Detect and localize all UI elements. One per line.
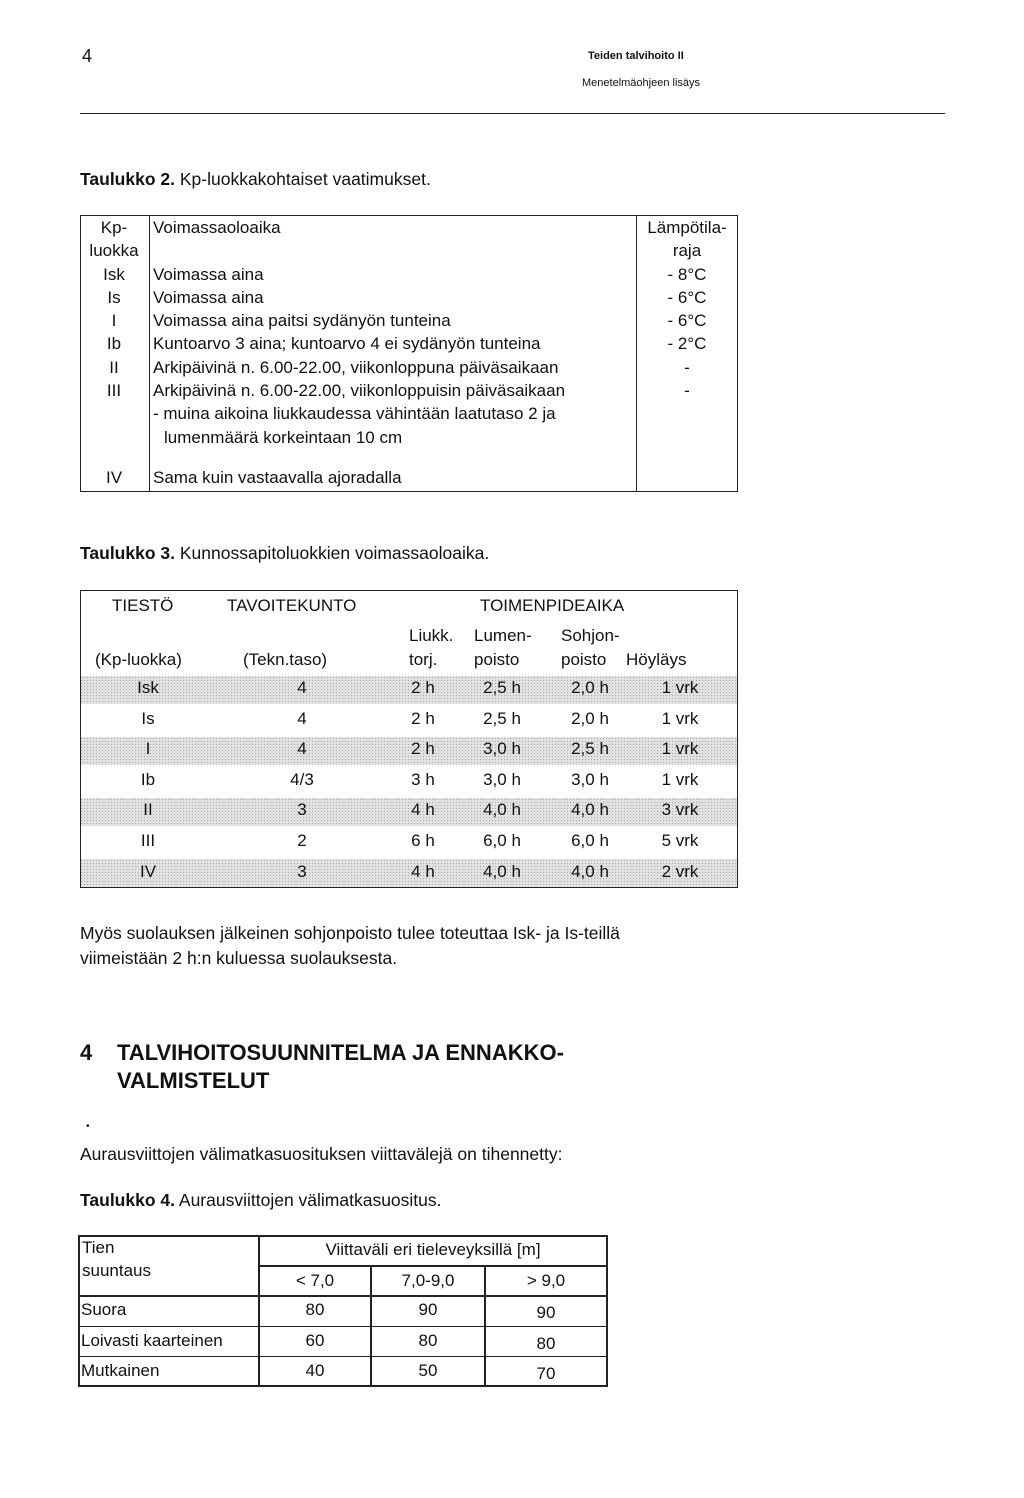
table3-cell-hoyl: 1 vrk xyxy=(661,678,699,697)
table2-cell-validity: Arkipäivinä n. 6.00-22.00, viikonloppuna päiväsaikaan xyxy=(153,357,559,377)
table4-head-col1: Tien xyxy=(82,1238,115,1257)
table3-cell-lumen: 2,5 h xyxy=(483,678,521,697)
table2-head-temp-2: raja xyxy=(672,241,702,261)
paragraph-desalting xyxy=(80,921,748,971)
table3-cell-lumen: 4,0 h xyxy=(483,861,521,881)
table3-sub-hoylays: Höyläys xyxy=(626,650,687,669)
table3-cell-kp: III xyxy=(140,831,156,850)
table3-cell-sohjo: 2,0 h xyxy=(571,678,609,697)
table3-cell-tekn: 4 xyxy=(297,678,307,697)
table3-cell-lumen: 2,5 h xyxy=(483,708,521,728)
table3-cell-liukk: 4 h xyxy=(411,861,435,881)
table2-caption-text: Kp-luokkakohtaiset vaatimukset. xyxy=(179,169,431,189)
header-rule xyxy=(80,113,945,114)
table3-sub-lumen-2: poisto xyxy=(474,650,520,669)
table3-cell-sohjo: 2,5 h xyxy=(571,739,609,759)
table4-caption-label: Taulukko 4. xyxy=(80,1190,175,1210)
table2-head-class-1: Kp- xyxy=(100,218,128,237)
paragraph-line: viimeistään 2 h:n kuluessa suolauksesta. xyxy=(80,948,398,968)
table4-head-rule xyxy=(78,1295,608,1297)
table3-cell-lumen: 4,0 h xyxy=(483,800,521,820)
table3-cell-tekn: 4 xyxy=(297,739,307,759)
table2-cell-class: Ib xyxy=(106,334,122,354)
table3-cell-liukk: 3 h xyxy=(411,769,435,789)
table4-row-label: Mutkainen xyxy=(81,1361,160,1380)
table3-cell-sohjo: 2,0 h xyxy=(571,708,609,728)
table3-cell-sohjo: 6,0 h xyxy=(571,831,609,850)
table3-cell-liukk: 2 h xyxy=(411,708,435,728)
table4-border-left xyxy=(78,1235,80,1387)
table2-cell-temp: - xyxy=(684,381,690,401)
stray-mark: • xyxy=(86,1121,90,1132)
table3-cell-tekn: 2 xyxy=(297,831,307,850)
table2-cell-validity: Voimassa aina xyxy=(153,264,264,284)
table3-cell-tekn: 4 xyxy=(297,708,307,728)
table4-caption-text: Aurausviittojen välimatkasuositus. xyxy=(178,1190,442,1210)
table3-head-tiesto: TIESTÖ xyxy=(112,596,174,615)
table3-cell-kp: II xyxy=(143,800,153,820)
table2-head-class-2: luokka xyxy=(89,241,139,261)
table4-cell: 90 xyxy=(536,1303,556,1322)
table3-sub-liukk-1: Liukk. xyxy=(409,626,454,645)
table3-sub-lumen-1: Lumen- xyxy=(474,626,532,645)
table3-cell-hoyl: 1 vrk xyxy=(661,769,699,789)
table3-caption xyxy=(80,543,489,564)
table3-cell-hoyl: 2 vrk xyxy=(661,861,699,881)
section-number: 4 xyxy=(80,1040,93,1065)
table3-cell-kp: Ib xyxy=(140,769,156,789)
table4-cell: 60 xyxy=(305,1330,325,1350)
table2-cell-class: III xyxy=(106,381,122,401)
table3-cell-hoyl: 1 vrk xyxy=(661,739,699,759)
table3-sub-kp: (Kp-luokka) xyxy=(95,650,182,669)
table4-row-rule xyxy=(78,1356,608,1357)
table3-cell-hoyl: 1 vrk xyxy=(661,708,699,728)
table3-sub-liukk-2: torj. xyxy=(409,650,438,669)
table4-cell: 90 xyxy=(418,1300,438,1319)
table4-cell: 80 xyxy=(418,1330,438,1350)
table2-cell-temp: - xyxy=(684,357,690,377)
table3-cell-liukk: 6 h xyxy=(411,831,435,850)
table4-head-col1: suuntaus xyxy=(82,1261,151,1280)
intro-text: Aurausviittojen välimatkasuosituksen viittavälejä on tihennetty: xyxy=(80,1144,563,1164)
table4-cell: 80 xyxy=(536,1333,556,1353)
table3-cell-liukk: 2 h xyxy=(411,739,435,759)
table4-head-span: Viittaväli eri tieleveyksillä [m] xyxy=(325,1240,541,1259)
table3-cell-kp: IV xyxy=(139,861,157,881)
table2-cell-class: I xyxy=(111,311,117,331)
table4-sub-b: 7,0-9,0 xyxy=(401,1271,455,1290)
table2-cell-temp: - 2°C xyxy=(667,334,707,354)
section-title-line2: VALMISTELUT xyxy=(117,1068,270,1093)
table2-cell-temp: - 8°C xyxy=(667,264,707,284)
table2-cell-validity: Arkipäivinä n. 6.00-22.00, viikonloppuisin päiväsaikaan xyxy=(153,381,566,401)
table4-sub-c: > 9,0 xyxy=(526,1271,566,1290)
table3-cell-sohjo: 4,0 h xyxy=(571,861,609,881)
table2-validity-column xyxy=(153,216,565,449)
table4-row-rule xyxy=(78,1326,608,1327)
table2-cell-class: II xyxy=(109,357,119,377)
table3-cell-lumen: 3,0 h xyxy=(483,739,521,759)
table2-cell-temp: - 6°C xyxy=(667,287,707,307)
table2-cell-temp: - 6°C xyxy=(667,311,707,331)
table2-temp-column xyxy=(636,216,738,402)
table3-cell-hoyl: 5 vrk xyxy=(661,831,699,850)
table3-head-toimenpideaika: TOIMENPIDEAIKA xyxy=(480,596,625,615)
table2-cell-validity-cont: - muina aikoina liukkaudessa vähintään laatutaso 2 ja xyxy=(153,404,556,424)
table3-cell-kp: I xyxy=(145,739,151,759)
table4-caption xyxy=(80,1190,442,1211)
table3-head-tavoitekunto: TAVOITEKUNTO xyxy=(227,596,357,615)
table4-cell: 40 xyxy=(305,1361,325,1380)
table4-row-label: Suora xyxy=(81,1300,127,1319)
table3-caption-text: Kunnossapitoluokkien voimassaoloaika. xyxy=(179,543,490,563)
table4-cell: 50 xyxy=(418,1361,438,1380)
running-header-subtitle: Menetelmäohjeen lisäys xyxy=(582,77,701,89)
table2-col-divider xyxy=(149,216,150,491)
table3-sub-sohjon-1: Sohjon- xyxy=(561,626,620,645)
table2-cell-validity: Voimassa aina paitsi sydänyön tunteina xyxy=(153,311,451,331)
table3-cell-liukk: 4 h xyxy=(411,800,435,820)
table3-sub-tekn: (Tekn.taso) xyxy=(243,650,328,669)
running-header-title: Teiden talvihoito II xyxy=(588,50,684,62)
table4-subhead-rule xyxy=(258,1265,608,1267)
table4-border-top xyxy=(78,1235,608,1237)
table4-border-right xyxy=(606,1235,608,1387)
table2-cell-class: IV xyxy=(105,468,123,487)
table3-cell-kp: Isk xyxy=(137,678,159,697)
table2-head-temp-1: Lämpötila- xyxy=(647,218,727,237)
table2-cell-class: Is xyxy=(107,287,121,307)
table4-row-label: Loivasti kaarteinen xyxy=(81,1330,223,1350)
table3-cell-tekn: 3 xyxy=(297,800,307,820)
paragraph-line: Myös suolauksen jälkeinen sohjonpoisto tulee toteuttaa Isk- ja Is-teillä xyxy=(80,923,620,943)
table2-caption-label: Taulukko 2. xyxy=(80,169,175,189)
section-title-line1: TALVIHOITOSUUNNITELMA JA ENNAKKO- xyxy=(117,1040,564,1065)
table3-cell-lumen: 3,0 h xyxy=(483,769,521,789)
table3-sub-sohjon-2: poisto xyxy=(561,650,607,669)
table2-cell-validity: Sama kuin vastaavalla ajoradalla xyxy=(153,468,402,487)
table4-sub-a: < 7,0 xyxy=(295,1271,335,1290)
table2-head-validity: Voimassaoloaika xyxy=(153,218,281,237)
table3-cell-tekn: 3 xyxy=(297,861,307,881)
table3-cell-tekn: 4/3 xyxy=(290,769,314,789)
table2-class-column xyxy=(80,216,148,402)
table2-cell-validity: Kuntoarvo 3 aina; kuntoarvo 4 ei sydänyön tunteina xyxy=(153,334,541,354)
table4-cell: 80 xyxy=(305,1300,325,1319)
table4-border-bottom xyxy=(78,1385,608,1387)
table3-cell-sohjo: 4,0 h xyxy=(571,800,609,820)
table2-cell-validity: Voimassa aina xyxy=(153,287,264,307)
table3-cell-hoyl: 3 vrk xyxy=(661,800,699,820)
page-number: 4 xyxy=(82,46,93,66)
table3-cell-sohjo: 3,0 h xyxy=(571,769,609,789)
table3-cell-kp: Is xyxy=(141,708,155,728)
table3-caption-label: Taulukko 3. xyxy=(80,543,175,563)
table2-cell-class: Isk xyxy=(103,264,125,284)
table3-cell-lumen: 6,0 h xyxy=(483,831,521,850)
table2-cell-validity-cont: lumenmäärä korkeintaan 10 cm xyxy=(164,427,403,447)
table2-caption xyxy=(80,169,431,190)
table4-cell: 70 xyxy=(536,1364,556,1383)
table3-cell-liukk: 2 h xyxy=(411,678,435,697)
